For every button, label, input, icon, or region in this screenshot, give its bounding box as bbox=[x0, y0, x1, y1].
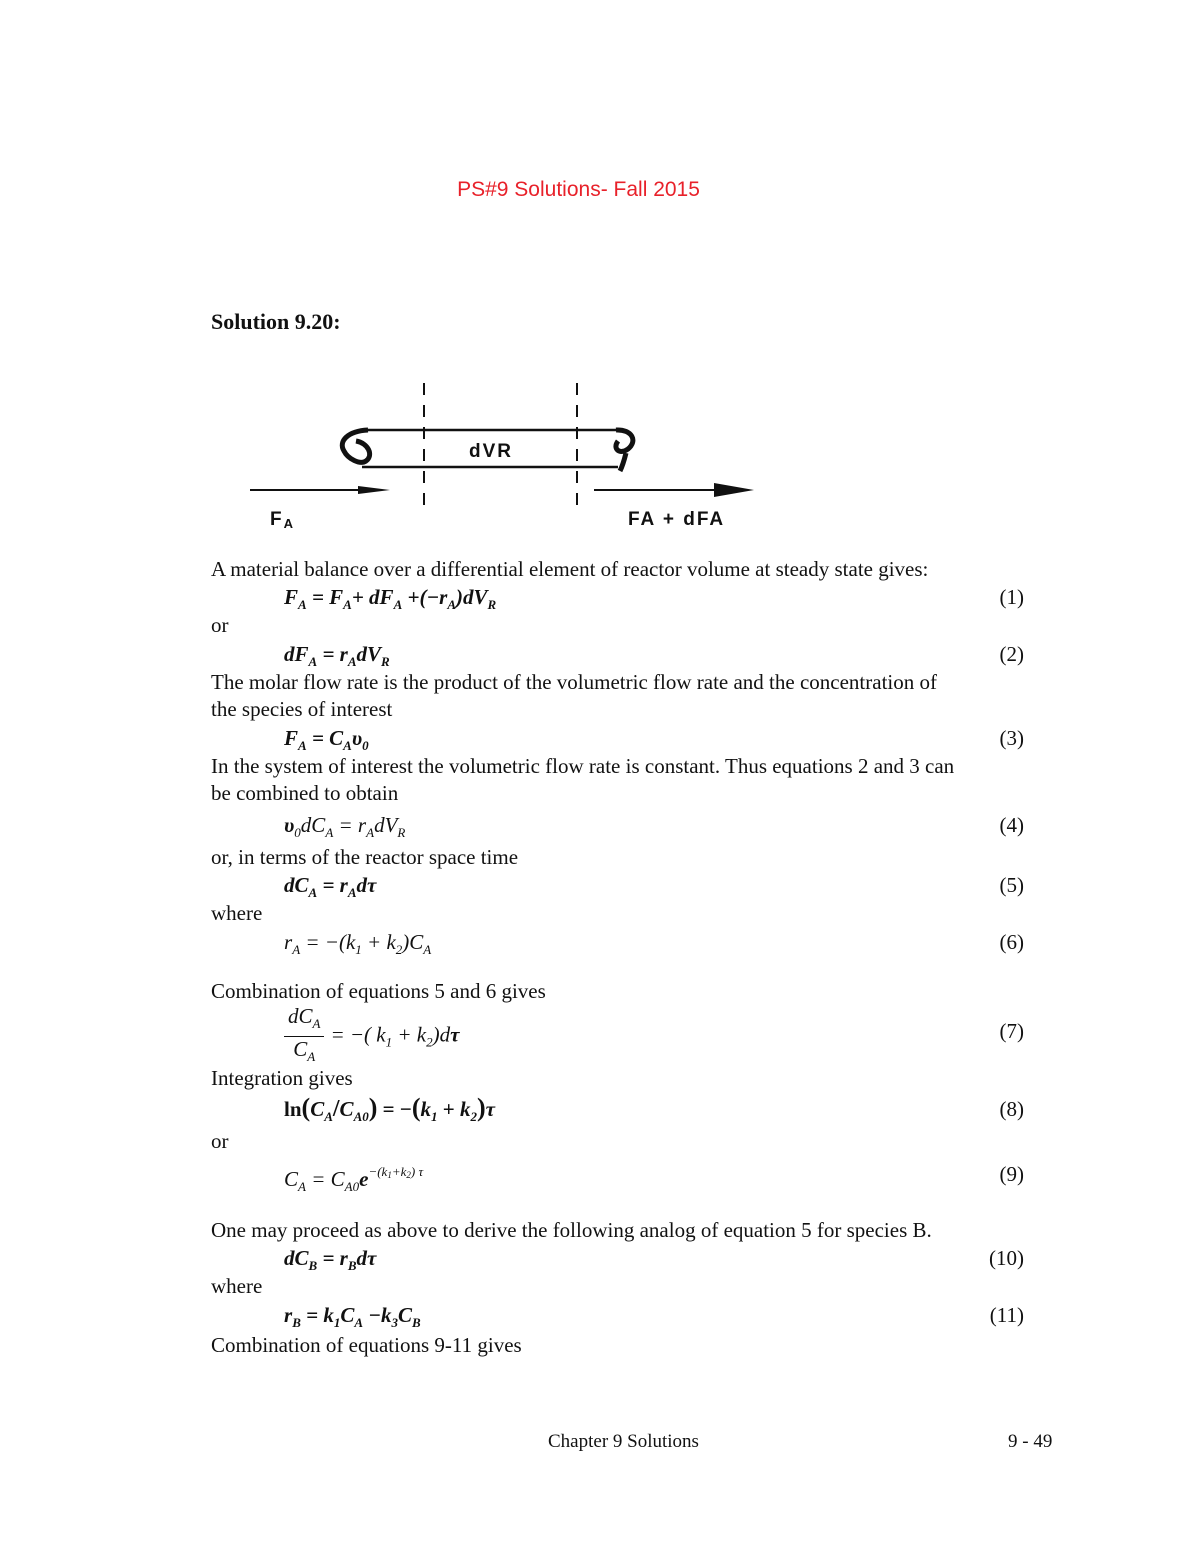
paragraph-where-1: where bbox=[211, 901, 263, 925]
equation-1: $F_A = F_A+ dF_A +(-r_A)dV_R$ bbox=[284, 585, 497, 612]
paragraph-or-1: or bbox=[211, 613, 229, 637]
equation-number-3: (3) bbox=[999, 726, 1024, 750]
solution-heading: Solution 9.20: bbox=[211, 309, 341, 334]
equation-2: $dF_A = r_AdV_R$ bbox=[284, 642, 390, 669]
paragraph-species-b: One may proceed as above to derive the following analog of equation 5 for species B. bbox=[211, 1218, 932, 1242]
paragraph-molar-flow-line2: the species of interest bbox=[211, 697, 393, 721]
paragraph-molar-flow-line1: The molar flow rate is the product of the volumetric flow rate and the concentration of bbox=[211, 670, 937, 694]
equation-6: $r_A = -(k_1 + k_2)C_A$ bbox=[284, 930, 432, 957]
equation-number-6: (6) bbox=[999, 930, 1024, 954]
equation-number-4: (4) bbox=[999, 813, 1024, 837]
paragraph-integration: Integration gives bbox=[211, 1066, 353, 1090]
equation-number-7: (7) bbox=[999, 1019, 1024, 1043]
equation-3: $F_A = C_A\upsilon_0$ bbox=[284, 726, 369, 753]
paragraph-space-time: or, in terms of the reactor space time bbox=[211, 845, 519, 869]
tube-right-end bbox=[616, 430, 633, 471]
paragraph-or-2: or bbox=[211, 1129, 229, 1153]
page-header-title: PS#9 Solutions- Fall 2015 bbox=[457, 178, 700, 201]
equation-number-1: (1) bbox=[999, 585, 1024, 609]
equation-number-8: (8) bbox=[999, 1097, 1024, 1121]
equation-number-9: (9) bbox=[999, 1162, 1024, 1186]
equation-11: $r_B = k_1C_A -k_3C_B$ bbox=[284, 1303, 421, 1330]
equation-7: $\frac{dC_A}{C_A}$ = −( $k_1 + k_2)d\tau$ bbox=[284, 1004, 459, 1069]
diagram-label-volume: dVR bbox=[469, 441, 513, 462]
equation-10: $dC_B = r_Bd\tau$ bbox=[284, 1246, 377, 1273]
paragraph-combination-5-6: Combination of equations 5 and 6 gives bbox=[211, 979, 546, 1003]
tube-left-end bbox=[342, 430, 369, 462]
diagram-label-outlet: FA + dFA bbox=[628, 509, 726, 530]
paragraph-where-2: where bbox=[211, 1274, 263, 1298]
equation-number-2: (2) bbox=[999, 642, 1024, 666]
outlet-arrowhead bbox=[714, 483, 754, 497]
diagram-label-inlet: $F_A$ bbox=[270, 509, 295, 531]
paragraph-material-balance: A material balance over a differential element of reactor volume at steady state gives: bbox=[211, 557, 929, 581]
equation-number-5: (5) bbox=[999, 873, 1024, 897]
equation-4: $\upsilon_0dC_A = r_AdV_R$ bbox=[284, 813, 406, 840]
inlet-arrowhead bbox=[358, 486, 390, 494]
equation-5: $dC_A = r_Ad\tau$ bbox=[284, 873, 377, 900]
footer-chapter: Chapter 9 Solutions bbox=[548, 1431, 699, 1452]
paragraph-system-line2: be combined to obtain bbox=[211, 781, 399, 805]
equation-8: $\ln(C_A/C_{A0}) = -(k_1 + k_2)\tau$ bbox=[284, 1093, 495, 1124]
equation-number-10: (10) bbox=[989, 1246, 1024, 1270]
paragraph-combination-9-11: Combination of equations 9-11 gives bbox=[211, 1333, 522, 1357]
equation-number-11: (11) bbox=[989, 1303, 1024, 1327]
paragraph-system-line1: In the system of interest the volumetric flow rate is constant. Thus equations 2 and 3 can bbox=[211, 754, 955, 778]
footer-page-number: 9 - 49 bbox=[1008, 1431, 1053, 1452]
equation-9: $C_A = C_{A0}e^{-(k_1+k_2) \tau}$ bbox=[284, 1164, 424, 1194]
